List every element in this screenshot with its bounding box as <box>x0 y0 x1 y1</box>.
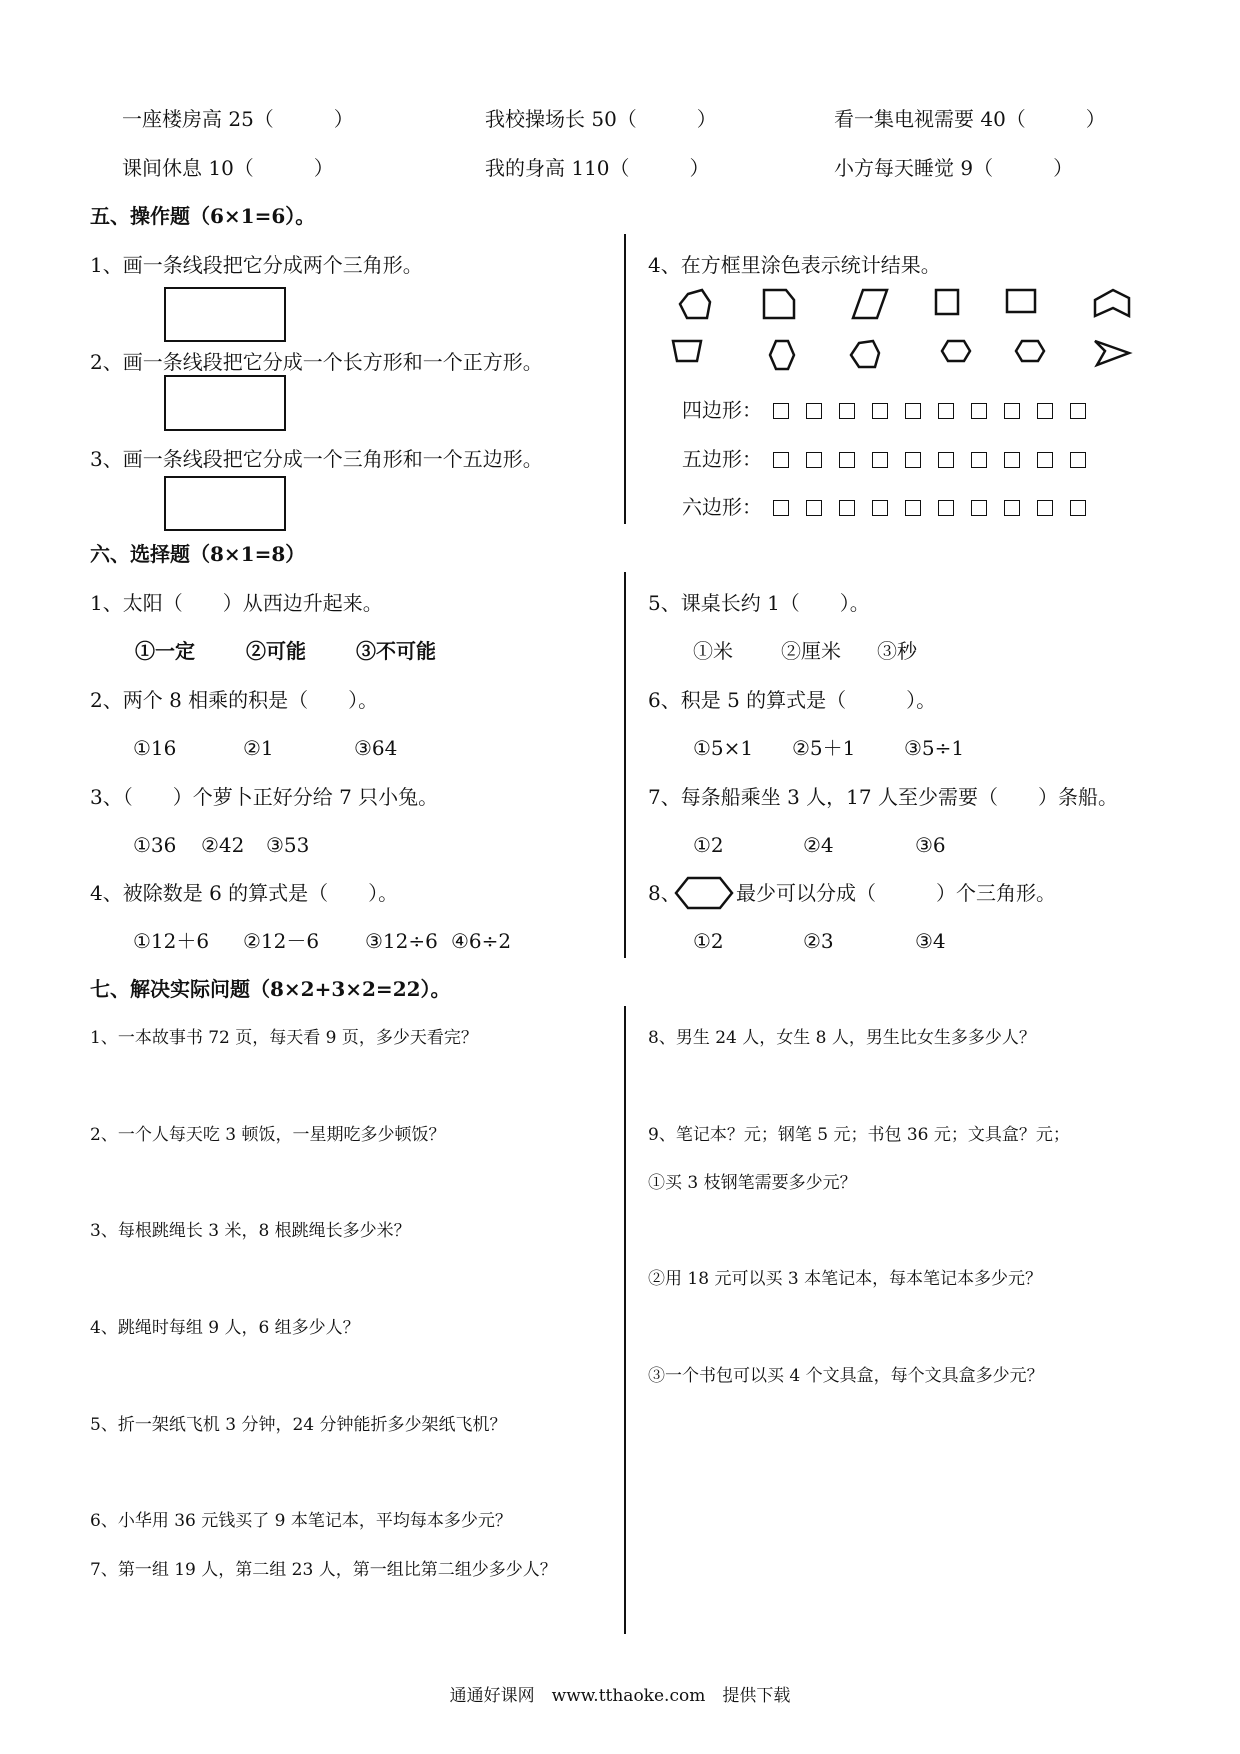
answer-option: ②3 <box>803 929 834 953</box>
drawing-rectangle <box>164 287 286 342</box>
tally-checkbox[interactable] <box>806 452 822 468</box>
tally-checkbox[interactable] <box>1004 452 1020 468</box>
question: 1、画一条线段把它分成两个三角形。 <box>90 253 423 277</box>
tally-checkbox[interactable] <box>1004 500 1020 516</box>
hexagon-shape-icon <box>942 341 978 371</box>
tally-checkbox[interactable] <box>971 452 987 468</box>
tally-checkbox[interactable] <box>905 403 921 419</box>
answer-option: ②1 <box>243 736 274 760</box>
quadrilateral-arrow-shape-icon <box>1095 341 1131 371</box>
pentagon-shape-icon <box>680 290 716 320</box>
tally-checkbox[interactable] <box>938 500 954 516</box>
unit-item: 我校操场长 50（ ） <box>485 107 717 131</box>
tally-checkbox[interactable] <box>773 500 789 516</box>
answer-option: ①2 <box>693 833 724 857</box>
hexagon-shape-icon <box>1016 341 1052 371</box>
word-problem: 4、跳绳时每组 9 人，6 组多少人？ <box>90 1318 360 1338</box>
answer-option: ④6÷2 <box>451 929 512 953</box>
unit-item: 一座楼房高 25（ ） <box>122 107 354 131</box>
question: 1、太阳（ ）从西边升起来。 <box>90 591 383 615</box>
trapezoid-shape-icon <box>673 341 709 371</box>
row-label-hexagon: 六边形： <box>682 495 762 519</box>
tally-checkbox[interactable] <box>1070 452 1086 468</box>
word-problem: 8、男生 24 人，女生 8 人，男生比女生多多少人？ <box>648 1028 1036 1048</box>
pentagon-shape-icon <box>764 290 800 320</box>
question: 3、（ ）个萝卜正好分给 7 只小兔。 <box>90 785 439 809</box>
answer-option: ②4 <box>803 833 834 857</box>
tally-checkbox[interactable] <box>872 500 888 516</box>
tally-checkbox[interactable] <box>1070 403 1086 419</box>
section-6-title: 六、选择题（8×1=8） <box>90 542 306 566</box>
word-problem: ③一个书包可以买 4 个文具盒，每个文具盒多少元？ <box>648 1366 1044 1386</box>
answer-option: ①16 <box>133 736 177 760</box>
unit-item: 课间休息 10（ ） <box>122 156 334 180</box>
answer-option: ③6 <box>915 833 946 857</box>
tally-checkbox[interactable] <box>938 452 954 468</box>
row-label-pentagon: 五边形： <box>682 447 762 471</box>
answer-option: ③12÷6 <box>365 929 438 953</box>
column-divider <box>624 572 626 958</box>
tally-checkbox[interactable] <box>971 403 987 419</box>
tally-checkbox[interactable] <box>971 500 987 516</box>
hexagon-shape-icon <box>1095 290 1131 320</box>
tally-checkbox[interactable] <box>839 403 855 419</box>
tally-checkbox[interactable] <box>1037 403 1053 419</box>
answer-option: ②5＋1 <box>792 736 856 760</box>
tally-checkbox[interactable] <box>1070 500 1086 516</box>
section-5-title: 五、操作题（6×1=6）。 <box>90 204 316 228</box>
word-problem: 1、一本故事书 72 页，每天看 9 页，多少天看完？ <box>90 1028 478 1048</box>
answer-option: ③4 <box>915 929 946 953</box>
tally-checkbox[interactable] <box>1037 452 1053 468</box>
column-divider <box>624 1006 626 1634</box>
tally-checkbox[interactable] <box>773 403 789 419</box>
question: 7、每条船乘坐 3 人，17 人至少需要（ ）条船。 <box>648 785 1118 809</box>
word-problem: 7、第一组 19 人，第二组 23 人，第一组比第二组少多少人？ <box>90 1560 557 1580</box>
word-problem: ①买 3 枝钢笔需要多少元？ <box>648 1173 857 1193</box>
parallelogram-shape-icon <box>853 290 889 320</box>
pentagon-shape-icon <box>851 341 887 371</box>
word-problem: 5、折一架纸飞机 3 分钟，24 分钟能折多少架纸飞机？ <box>90 1415 507 1435</box>
tally-checkbox[interactable] <box>938 403 954 419</box>
answer-option: ①一定 <box>135 639 195 663</box>
footer: 通通好课网 www.tthaoke.com 提供下载 <box>449 1686 791 1706</box>
tally-checkbox[interactable] <box>1037 500 1053 516</box>
question: 8、 <box>648 881 681 905</box>
word-problem: 9、笔记本？元；钢笔 5 元；书包 36 元；文具盒？元； <box>648 1125 1070 1145</box>
answer-option: ③秒 <box>877 639 917 663</box>
tally-checkbox[interactable] <box>839 452 855 468</box>
answer-option: ①12＋6 <box>133 929 210 953</box>
unit-item: 我的身高 110（ ） <box>485 156 710 180</box>
answer-option: ③不可能 <box>356 639 436 663</box>
question: 4、被除数是 6 的算式是（ ）。 <box>90 881 399 905</box>
question: 4、在方框里涂色表示统计结果。 <box>648 253 941 277</box>
hexagon-icon <box>674 876 734 910</box>
question: 2、画一条线段把它分成一个长方形和一个正方形。 <box>90 350 543 374</box>
answer-option: ①2 <box>693 929 724 953</box>
answer-option: ①米 <box>693 639 733 663</box>
answer-option: ①5×1 <box>693 736 754 760</box>
answer-option: ①36 <box>133 833 177 857</box>
hexagon-shape-icon <box>770 341 806 371</box>
unit-item: 小方每天睡觉 9（ ） <box>834 156 1074 180</box>
word-problem: 2、一个人每天吃 3 顿饭，一星期吃多少顿饭？ <box>90 1125 446 1145</box>
tally-checkbox[interactable] <box>905 500 921 516</box>
rectangle-shape-icon <box>1007 290 1043 320</box>
question: 5、课桌长约 1（ ）。 <box>648 591 870 615</box>
tally-checkbox[interactable] <box>872 403 888 419</box>
answer-option: ③5÷1 <box>904 736 965 760</box>
row-label-quadrilateral: 四边形： <box>682 398 762 422</box>
answer-option: ②12－6 <box>243 929 320 953</box>
answer-option: ②可能 <box>246 639 306 663</box>
answer-option: ②厘米 <box>781 639 841 663</box>
drawing-rectangle <box>164 476 286 531</box>
answer-option: ②42 <box>201 833 245 857</box>
word-problem: 6、小华用 36 元钱买了 9 本笔记本，平均每本多少元？ <box>90 1511 512 1531</box>
tally-checkbox[interactable] <box>839 500 855 516</box>
word-problem: ②用 18 元可以买 3 本笔记本，每本笔记本多少元？ <box>648 1269 1043 1289</box>
question: 6、积是 5 的算式是（ ）。 <box>648 688 937 712</box>
question: 最少可以分成（ ）个三角形。 <box>736 881 1056 905</box>
question: 2、两个 8 相乘的积是（ ）。 <box>90 688 379 712</box>
question: 3、画一条线段把它分成一个三角形和一个五边形。 <box>90 447 543 471</box>
tally-checkbox[interactable] <box>905 452 921 468</box>
tally-checkbox[interactable] <box>806 500 822 516</box>
answer-option: ③64 <box>354 736 398 760</box>
section-7-title: 七、解决实际问题（8×2+3×2=22）。 <box>90 977 451 1001</box>
drawing-rectangle <box>164 375 286 431</box>
tally-checkbox[interactable] <box>806 403 822 419</box>
answer-option: ③53 <box>266 833 310 857</box>
unit-item: 看一集电视需要 40（ ） <box>834 107 1106 131</box>
column-divider <box>624 234 626 524</box>
tally-checkbox[interactable] <box>872 452 888 468</box>
tally-checkbox[interactable] <box>773 452 789 468</box>
tally-checkbox[interactable] <box>1004 403 1020 419</box>
word-problem: 3、每根跳绳长 3 米，8 根跳绳长多少米？ <box>90 1221 411 1241</box>
square-shape-icon <box>936 290 972 320</box>
